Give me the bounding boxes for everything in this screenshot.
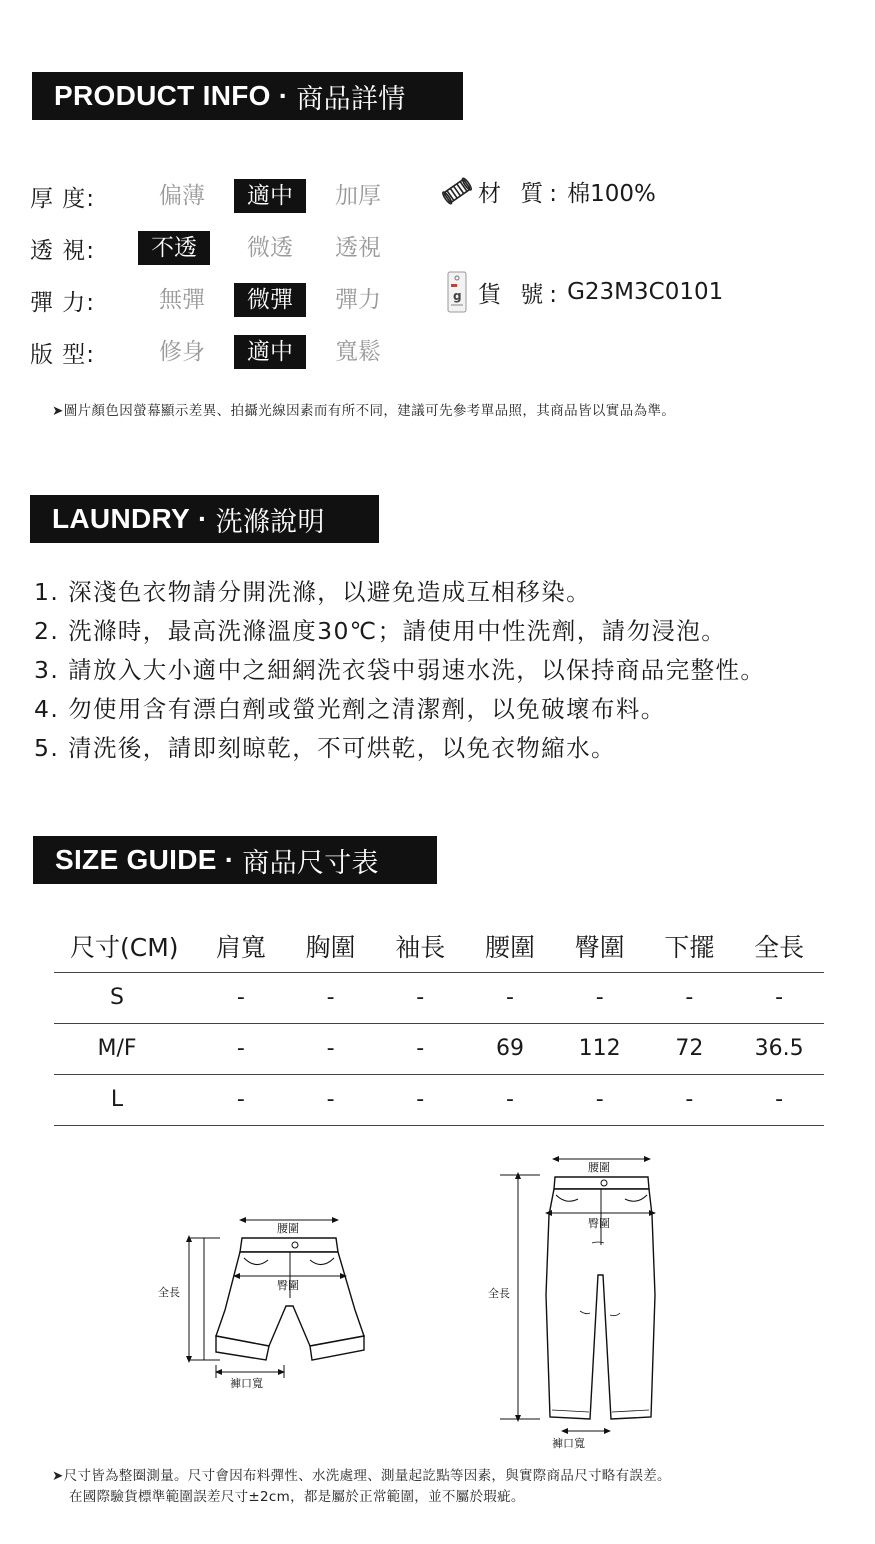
size-cell: [54, 972, 196, 1023]
attr-option: 微透: [247, 235, 293, 261]
table-cell: -: [734, 972, 824, 1023]
table-cell: -: [286, 1023, 376, 1074]
attr-option-selected: 不透: [138, 231, 210, 265]
attr-option: 無彈: [159, 287, 205, 313]
product-info-title-en: PRODUCT INFO: [54, 80, 271, 111]
table-cell: -: [196, 1074, 286, 1125]
column-header: 臀圍: [555, 920, 645, 972]
size-name: S: [110, 985, 124, 1010]
sku-label: 貨 號:: [478, 281, 564, 308]
attr-option-selected: 微彈: [234, 283, 306, 317]
attr-label: 厚 度:: [30, 185, 96, 212]
photo-disclaimer: ➤圖片顏色因螢幕顯示差異、拍攝光線因素而有所不同，建議可先參考單品照，其商品皆以實品為準。: [52, 403, 676, 419]
size-cell: [54, 1074, 196, 1125]
laundry-title-en: LAUNDRY: [52, 503, 190, 534]
leg-opening-label: 褲口寬: [552, 1437, 585, 1450]
attr-label: 透 視:: [30, 237, 96, 264]
table-cell: -: [465, 1074, 555, 1125]
column-header: 全長: [734, 920, 824, 972]
table-cell: -: [555, 972, 645, 1023]
waist-label: 腰圍: [277, 1222, 299, 1235]
table-cell: 72: [645, 1023, 735, 1074]
size-disclaimer: [52, 1466, 671, 1508]
table-cell: -: [645, 972, 735, 1023]
size-guide-title-zh: 商品尺寸表: [242, 847, 379, 879]
laundry-item: 3. 請放入大小適中之細網洗衣袋中弱速水洗，以保持商品完整性。: [34, 656, 766, 684]
column-header: 胸圍: [286, 920, 376, 972]
size-guide-header: [33, 836, 437, 884]
attr-option: 寬鬆: [335, 339, 381, 365]
attr-option: 彈力: [335, 287, 381, 313]
column-header: 肩寬: [196, 920, 286, 972]
laundry-title-zh: 洗滌說明: [215, 506, 325, 538]
product-info-header: [32, 72, 463, 120]
pants-measurement-diagram: [480, 1155, 680, 1455]
shorts-measurement-diagram: [150, 1210, 380, 1395]
size-table-header-row: [54, 920, 824, 972]
table-cell: 112: [555, 1023, 645, 1074]
leg-opening-label: 褲口寬: [230, 1377, 263, 1390]
attr-row-elasticity: [30, 280, 402, 320]
attr-row-thickness: [30, 176, 402, 216]
table-cell: 69: [465, 1023, 555, 1074]
waist-label: 腰圍: [588, 1161, 610, 1174]
length-label: 全長: [158, 1286, 180, 1299]
product-info-title-zh: 商品詳情: [296, 83, 406, 115]
table-row: [54, 1074, 824, 1125]
tag-icon: [440, 270, 474, 314]
attr-option: 透視: [335, 235, 381, 261]
table-cell: -: [196, 972, 286, 1023]
attr-option-selected: 適中: [234, 179, 306, 213]
material-value: 棉100%: [567, 180, 656, 207]
size-name: M/F: [97, 1036, 137, 1061]
material-label: 材 質:: [478, 180, 564, 207]
table-cell: -: [375, 972, 465, 1023]
size-name: L: [110, 1087, 124, 1112]
laundry-item: 2. 洗滌時，最高洗滌溫度30℃；請使用中性洗劑，請勿浸泡。: [34, 617, 727, 645]
table-cell: -: [465, 972, 555, 1023]
hip-label: 臀圍: [277, 1279, 299, 1292]
table-cell: -: [375, 1023, 465, 1074]
thread-spool-icon: [440, 174, 474, 208]
size-disclaimer-line2: 在國際驗貨標準範圍誤差尺寸±2cm，都是屬於正常範圍，並不屬於瑕疵。: [69, 1489, 525, 1505]
size-table: [54, 920, 824, 1126]
column-header: 尺寸(CM): [54, 920, 196, 972]
size-cell: [54, 1023, 196, 1074]
attr-label: 版 型:: [30, 341, 96, 368]
table-cell: -: [734, 1074, 824, 1125]
attr-label: 彈 力:: [30, 289, 96, 316]
size-guide-title-en: SIZE GUIDE: [55, 844, 217, 875]
title-separator: ·: [224, 844, 235, 875]
attr-row-fit: [30, 332, 402, 372]
table-cell: -: [286, 972, 376, 1023]
title-separator: ·: [278, 80, 289, 111]
laundry-header: [30, 495, 379, 543]
column-header: 腰圍: [465, 920, 555, 972]
attr-option-selected: 適中: [234, 335, 306, 369]
attr-row-transparency: [30, 228, 402, 268]
attr-option: 修身: [159, 339, 205, 365]
table-cell: -: [645, 1074, 735, 1125]
laundry-item: 4. 勿使用含有漂白劑或螢光劑之清潔劑，以免破壞布料。: [34, 695, 666, 723]
laundry-item: 1. 深淺色衣物請分開洗滌，以避免造成互相移染。: [34, 578, 591, 606]
material-row: [440, 174, 656, 208]
hip-label: 臀圍: [588, 1217, 610, 1230]
laundry-item: 5. 清洗後，請即刻晾乾，不可烘乾，以免衣物縮水。: [34, 734, 616, 762]
svg-text:g: g: [453, 289, 462, 303]
column-header: 袖長: [375, 920, 465, 972]
table-cell: -: [375, 1074, 465, 1125]
title-separator: ·: [197, 503, 208, 534]
sku-value: G23M3C0101: [567, 279, 724, 305]
table-cell: -: [555, 1074, 645, 1125]
table-cell: -: [196, 1023, 286, 1074]
size-disclaimer-line1: ➤尺寸皆為整圈測量。尺寸會因布料彈性、水洗處理、測量起訖點等因素，與實際商品尺寸略有誤差。: [52, 1468, 671, 1484]
table-row: [54, 1023, 824, 1074]
length-label: 全長: [488, 1287, 510, 1300]
sku-row: [440, 270, 723, 314]
table-cell: 36.5: [734, 1023, 824, 1074]
table-cell: -: [286, 1074, 376, 1125]
column-header: 下擺: [645, 920, 735, 972]
laundry-instructions: [34, 573, 765, 768]
attr-option: 偏薄: [159, 183, 205, 209]
attr-option: 加厚: [335, 183, 381, 209]
table-row: [54, 972, 824, 1023]
